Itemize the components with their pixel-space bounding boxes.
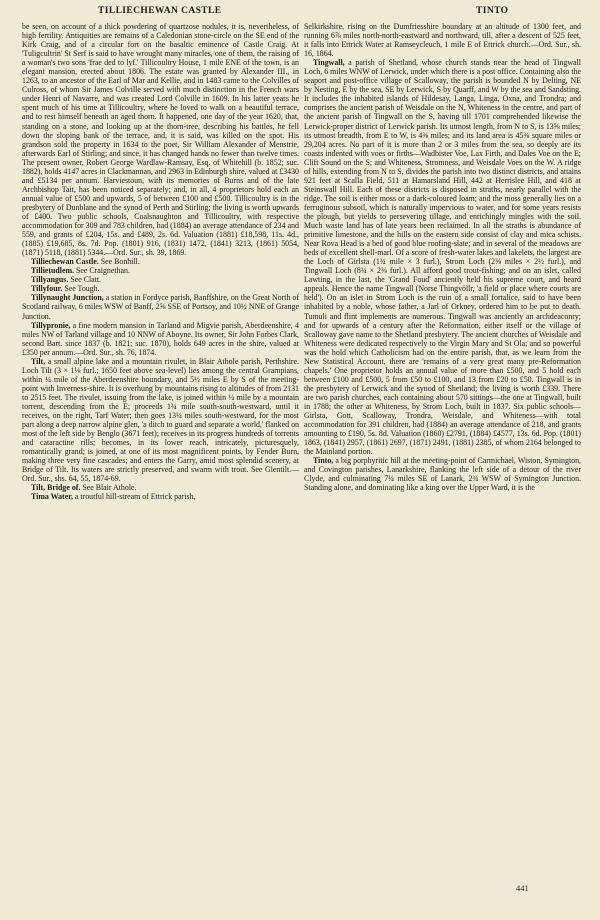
gazetteer-entry xyxy=(304,58,581,456)
entry-headword: Tillypronie, xyxy=(31,320,71,330)
continued-paragraph xyxy=(22,22,299,257)
gazetteer-entry xyxy=(22,275,299,284)
gazetteer-entry xyxy=(22,483,299,492)
continued-paragraph xyxy=(304,22,581,58)
entry-headword: Tingwall, xyxy=(313,58,345,68)
entry-text: a troutful hill-stream of Ettrick parish, xyxy=(72,492,196,502)
gazetteer-entry xyxy=(22,284,299,293)
entry-headword: Tillyfour. xyxy=(31,284,63,294)
entry-headword: Tilt, Bridge of. xyxy=(31,483,81,493)
gazetteer-entry xyxy=(22,492,299,501)
entry-text: a station in Fordyce parish, Banffshire, on the Great North of Scotland railway, 6 miles WSW of Banff, 2⅝ SSE of Portsoy, and 10½ NNE of Grange Junction. xyxy=(22,293,299,321)
entry-text: See Blair Athole. xyxy=(80,483,137,493)
entry-headword: Tinto, xyxy=(313,456,334,466)
entry-text: a fine modern mansion in Tarland and Migvie parish, Aberdeenshire, 4 miles NW of Tarland village and 10 NNW of Aboyne. Its owner, Sir John Forbes Clark, second Bart. since 1837 (b. 1821; suc. 1870), holds 649 acres in the shire, valued at £350 per annum.—Ord. Sur., sh. 76, 1874. xyxy=(22,320,300,357)
entry-text: a big porphyritic hill at the meeting-point of Carmichael, Wiston, Symington, and Covington parishes, Lanarkshire, flanking the left side of a detour of the river Clyde, and culminating 7¼ miles SE of Lanark, 2¾ WSW of Symington Junction. Standing alone, and dominating like a king over the Upper Ward, it is the xyxy=(304,456,581,493)
gazetteer-entry xyxy=(22,321,299,357)
entry-headword: Tillietudlem. xyxy=(31,266,75,276)
gazetteer-entry xyxy=(22,293,299,320)
entry-text: Selkirkshire, rising on the Dumfriesshire boundary at an altitude of 1300 feet, and running 6⅞ miles north-north-eastward and northward, till, after a descent of 525 feet, it falls into Ettrick Water at Ramseycleuch, 1 mile E of Ettrick church.—Ord. Sur., sh. 16, 1864. xyxy=(304,22,581,59)
entry-text: be seen, on account of a thick powdering of quartzose nodules, it is, nevertheless, of high fertility. Antiquities are remains of a Caledonian stone-circle on the SE end of the Kirk Craig, and of a circular fort on the basaltic eminence of Castle Craig. At 'Tuligcultrin' St Serf is said to have wrought many miracles, one of them, the raising of a woman's two sons 'frae ded to lyf.' Tillicoultry House, 1 mile ENE of the town, is an elegant mansion, erected about 1806. The estate was granted by Alexander III., in 1263, to an ancestor of the Earl of Mar and Kellie, and in 1483 came to the Colvilles of Culross, of whom Sir James Colville served with much distinction in the French wars under Henri of Navarre, and was created Lord Colville in 1609. In his latter years he spent much of his time at Tillicoultry, where he loved to walk on a beautiful terrace, and to rest himself beneath an aged thorn. It happened, one day of the year 1620, that, standing on a stone, and looking up at the thorn-tree, describing his battles, he fell down the sloping bank of the terrace, and, it is said, was killed on the spot. His grandson sold the property in 1634 to the poet, Sir William Alexander of Menstrie, afterwards Earl of Stirling; and since, it has changed hands no fewer than twelve times. The present owner, Robert George Wardlaw-Ramsay, Esq. of Whitehill (b. 1852; suc. 1882), holds 4147 acres in Clackmannan, and 2963 in Edinburgh shire, valued at £3430 and £5134 per annum. Harviestoun, with its memories of Burns and of the late Archbishop Tait, has been noticed separately; and, in all, 4 proprietors hold each an annual value of £500 and upwards, 5 of between £100 and £500. Tillicoultry is in the presbytery of Dunblane and the synod of Perth and Stirling; the living is worth upwards of £400. Two public schools, Coalsnaughton and Tillicoultry, with respective accommodation for 309 and 783 children, had (1884) an average attendance of 234 and 559, and grants of £204, 15s. and £489, 2s. 6d. Valuation (1881) £18,598, 11s. 4d., (1885) £19,685, 8s. 7d. Pop. (1801) 916, (1831) 1472, (1841) 3213, (1861) 5054, (1871) 5118, (1881) 5344.—Ord. Sur., sh. 39, 1869. xyxy=(22,22,300,258)
entry-text: See Tough. xyxy=(62,284,100,294)
gazetteer-entry xyxy=(304,456,581,492)
entry-headword: Tilliechewan Castle. xyxy=(31,257,99,267)
entry-text: a small alpine lake and a mountain rivulet, in Blair Athole parish, Perthshire. Loch Tilt (3 × 1⅛ furl.; 1650 feet above sea-level) lies among the central Grampians, within ¼ mile of the Aberdeenshire boundary, and 5½ miles E by S of the meeting-point with Inverness-shire. It is overhung by mountains rising to altitudes of from 2131 to 2515 feet. The rivulet, issuing from the lake, is joined within ¼ mile by a mountain torrent, descending from the E; proceeds 1¾ mile south-south-westward, until it receives, on the right, Tarf Water; then goes 13¼ miles south-westward, for the most part along a deep narrow alpine glen, 'a ditch to guard and separate a world,' flanked on most of the left side by Benglo (3671 feet); receives in its progress hundreds of torrents and cataractine rills; becomes, in its lower reach, intricately, picturesquely, romantically grand; is joined, at one of its most magnificent points, by Fender Burn, making three very fine cascades; and enters the Garry, amid most splendid scenery, at Bridge of Tilt. Its waters are strictly preserved, and swarm with trout. See Glentilt.—Ord. Sur., shs. 64, 55, 1874-69. xyxy=(22,356,299,484)
entry-headword: Tima Water, xyxy=(31,492,73,502)
entry-text: See Bonhill. xyxy=(98,257,140,267)
entry-headword: Tillynaught Junction, xyxy=(31,293,104,303)
running-header xyxy=(20,6,582,20)
page-number: 441 xyxy=(516,883,529,893)
entry-headword: Tilt, xyxy=(31,356,46,366)
left-column xyxy=(22,22,299,501)
gazetteer-entry xyxy=(22,266,299,275)
gazetteer-entry xyxy=(22,257,299,266)
header-left: TILLIECHEWAN CASTLE xyxy=(98,6,222,16)
entry-headword: Tillyangus. xyxy=(31,275,69,285)
right-column xyxy=(304,22,581,492)
entry-text: See Clatt. xyxy=(68,275,102,285)
entry-text: a parish of Shetland, whose church stands near the head of Tingwall Loch, 6 miles WNW of Lerwick, under which there is a post office. Containing also the seaport and post-office village of Scalloway, the parish is bounded N by Delting, NE by Nesting, E by the sea, SE by Lerwick, S by Quarff, and W by the sea and Sandsting. It includes the inhabited islands of Hildesay, Langa, Linga, Oxna, and Trondra; and comprises the ancient parish of Weisdale on the N, Whiteness in the centre, and part of the ancient parish of Tingwall on the S, having till 1701 comprehended likewise the Lerwick-proper district of Lerwick parish. Its utmost length, from N to S, is 13⅝ miles; its utmost breadth, from E to W, is 4⅜ miles; and its land area is 45⅜ square miles or 29,204 acres. No part of it is more than 2 or 3 miles from the sea, so deeply are its coasts indented with voes or firths—Wadbister Voe, Lax Firth, and Dales Voe on the E; Clift Sound on the S; and Whiteness, Stromness, and Weisdale Voes on the W. A ridge of hills, extending from N to S, divides the parish into two distinct districts, and attains 921 feet at Scalla Field, 511 at Hamarsland Hill, 442 at Herrislee Hill, and 418 at Steinswall Hill. Each of these districts is disposed in straths, nearly parallel with the ridge. The soil is either moss or a dark-coloured loam; and the moss generally lies on a ferruginous subsoil, which is naturally impervious to water, and for some years resists the plough, but yields to persevering tillage, and enrichingly mingles with the soil. Much waste land has of late years been reclaimed. In all the straths is abundance of primitive limestone, and the hills on the eastern side consist of clay and mica schists. Near Rova Head is a bed of good blue roofing-slate; and in several of the meadows are beds of excellent shell-marl. Of a score of fresh-water lakes and lakelets, the largest are the Loch of Girlsta (1¾ mile × 3 furl.), Strom Loch (2⅜ miles × 2½ furl.), and Tingwall Loch (8¾ × 2⅜ furl.). All afford good trout-fishing; and on an islet, called Lawting, in the last, the 'Grand Foud' anciently held his supreme court, and heard appeals. Hence the name Tingwall (Norse Thingvöllr, 'a field or place where courts are held'). On an islet in Strom Loch is the ruin of a small fortalice, said to have been inhabited by a noble, whose father, a Jarl of Orkney, ordered him to be put to death. Tumuli and flint implements are numerous. Tingwall was anciently an archdeaconry; and for upwards of a century after the Reformation, either itself or the village of Scalloway gave name to the Shetland presbytery. The ancient churches of Weisdale and Whiteness were dedicated respectively to the Virgin Mary and St Ola; and so powerful was the hold which Catholicism had on the entire parish, that, as we learn from the New Statistical Account, there are 'remains of a very great many pre-Reformation chapels.' One proprietor holds an annual value of more than £500, and 5 hold each between £100 and £500, 5 from £50 to £100, and 13 from £20 to £50. Tingwall is in the presbytery of Lerwick and the synod of Shetland; the living is worth £339. There are two parish churches, each containing about 570 sittings—the one at Tingwall, built in 1788; the other at Whiteness, by Strom Loch, built in 1837. Six public schools—Girlsta, Gott, Scalloway, Trondra, Weisdale, and Whiteness—with total accommodation for 391 children, had (1884) an average attendance of 218, and grants amounting to £190, 5s. 8d. Valuation (1860) £2791, (1884) £4577, 13s. 6d. Pop. (1801) 1863, (1841) 2957, (1861) 2697, (1871) 2491, (1881) 2385, of whom 2164 belonged to the Mainland portion. xyxy=(304,58,581,457)
entry-text: See Craignethan. xyxy=(74,266,130,276)
gazetteer-entry xyxy=(22,357,299,484)
header-right: TINTO xyxy=(476,6,509,16)
